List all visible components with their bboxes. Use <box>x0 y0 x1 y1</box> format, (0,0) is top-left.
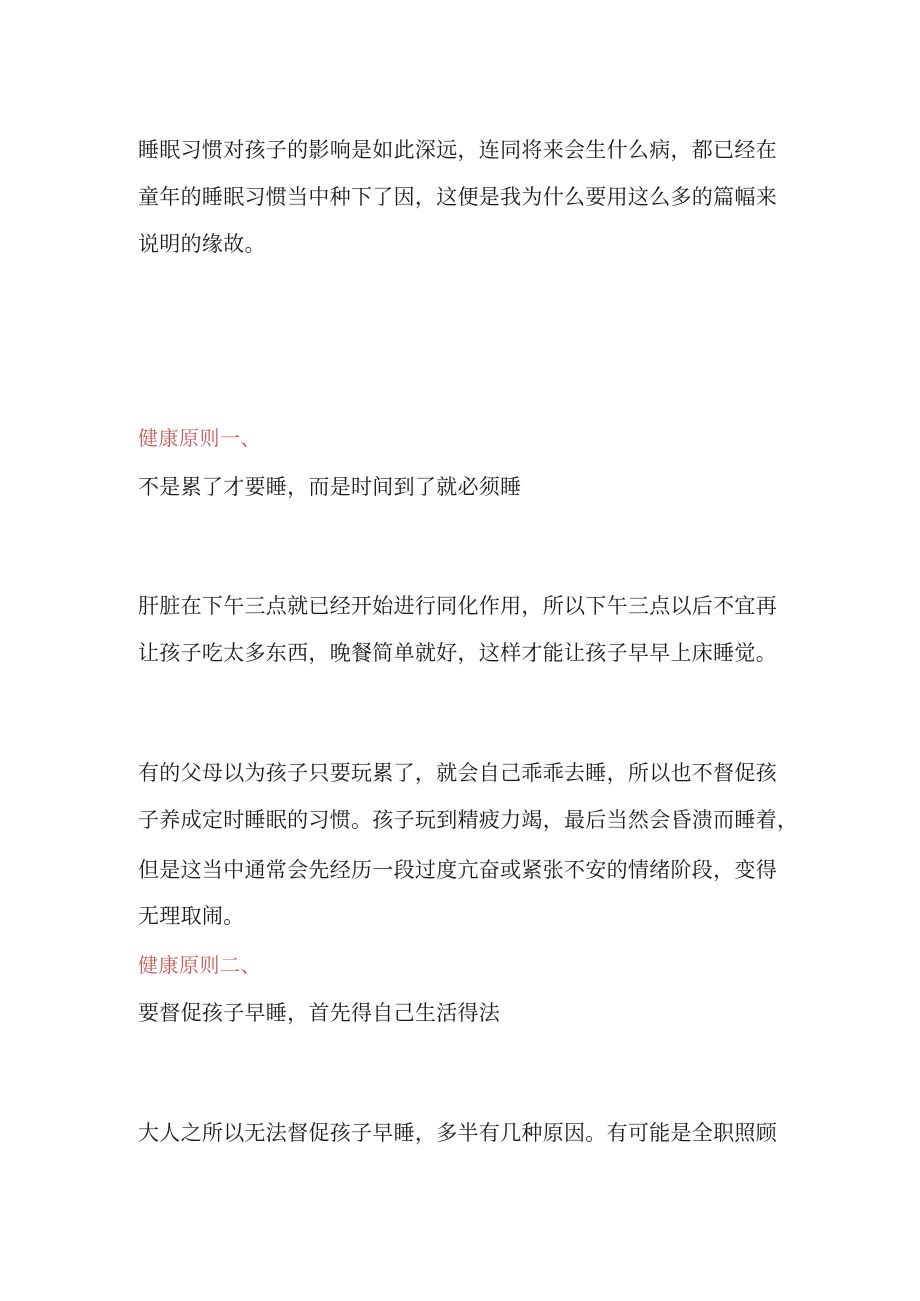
paragraph-3-line-1: 有的父母以为孩子只要玩累了，就会自己乖乖去睡，所以也不督促孩 <box>138 761 777 785</box>
principle-2-heading: 健康原则二、 <box>138 953 261 977</box>
principle-1-heading: 健康原则一、 <box>138 426 261 450</box>
principle-2-title: 要督促孩子早睡，首先得自己生活得法 <box>138 1001 501 1025</box>
paragraph-4-line-1: 大人之所以无法督促孩子早睡，多半有几种原因。有可能是全职照顾 <box>138 1121 777 1145</box>
paragraph-1-line-3: 说明的缘故。 <box>138 232 266 256</box>
principle-1-title: 不是累了才要睡，而是时间到了就必须睡 <box>138 475 522 499</box>
paragraph-3-line-3: 但是这当中通常会先经历一段过度亢奋或紧张不安的情绪阶段，变得 <box>138 858 777 882</box>
paragraph-2-line-1: 肝脏在下午三点就已经开始进行同化作用，所以下午三点以后不宜再 <box>138 594 777 618</box>
paragraph-2-line-2: 让孩子吃太多东西，晚餐简单就好，这样才能让孩子早早上床睡觉。 <box>138 641 777 665</box>
paragraph-3-line-2: 子养成定时睡眠的习惯。孩子玩到精疲力竭，最后当然会昏溃而睡着， <box>138 808 799 832</box>
paragraph-3-line-4: 无理取闹。 <box>138 904 245 928</box>
paragraph-1-line-2: 童年的睡眠习惯当中种下了因，这便是我为什么要用这么多的篇幅来 <box>138 185 777 209</box>
paragraph-1-line-1: 睡眠习惯对孩子的影响是如此深远，连同将来会生什么病，都已经在 <box>138 138 777 162</box>
